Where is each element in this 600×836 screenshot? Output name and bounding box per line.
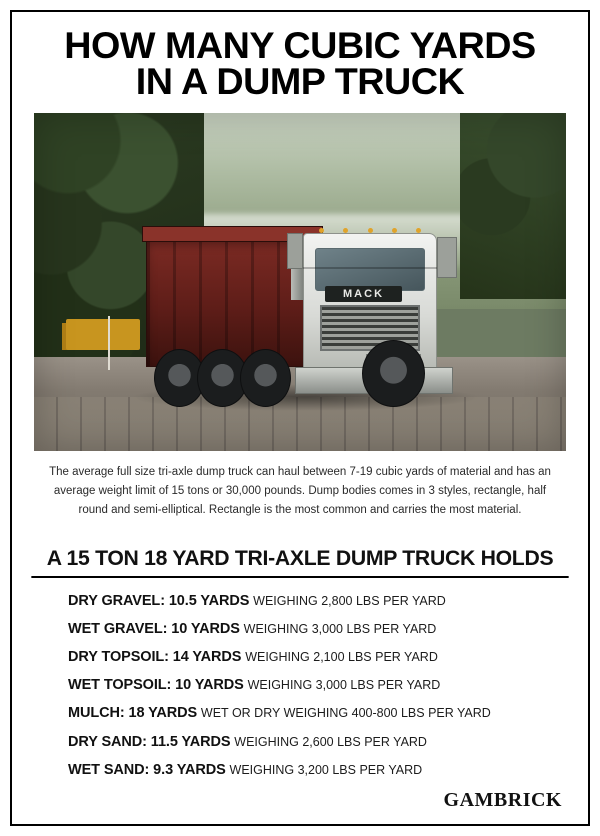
list-item	[68, 620, 566, 638]
page-title	[29, 25, 572, 103]
intro-paragraph: The average full size tri-axle dump truck can haul between 7-19 cubic yards of material and has an average weight limit of 15 tons or 30,000 pounds. Dump bodies comes in 3 styles, rectangle, half round and semi-elliptical. Rectangle is the most common and carries the most material.	[49, 466, 551, 516]
list-item-weight: WEIGHING 3,000 LBS PER YARD	[247, 678, 441, 693]
photo-vignette	[34, 113, 566, 452]
brand-logo: GAMBRICK	[443, 789, 562, 811]
page-title-line-1: HOW MANY CUBIC YARDS	[64, 25, 536, 66]
list-item	[68, 676, 566, 694]
capacity-list	[34, 592, 566, 789]
mack-badge: MACK	[325, 286, 401, 302]
photo-scene	[34, 113, 566, 452]
infographic-frame	[10, 10, 590, 826]
list-item	[68, 592, 566, 610]
list-item-material: DRY GRAVEL: 10.5 YARDS	[68, 592, 250, 609]
list-item-material: WET TOPSOIL: 10 YARDS	[68, 677, 244, 694]
dump-truck-photo	[34, 113, 566, 452]
list-item-weight: WEIGHING 2,100 LBS PER YARD	[245, 650, 438, 665]
list-item-weight: WET OR DRY WEIGHING 400-800 LBS PER YARD	[200, 706, 491, 721]
list-item-material: DRY SAND: 11.5 YARDS	[68, 733, 231, 750]
list-item-material: WET GRAVEL: 10 YARDS	[68, 620, 240, 637]
page-title-line-2: IN A DUMP TRUCK	[135, 61, 465, 103]
list-item	[68, 733, 566, 751]
list-item	[68, 648, 566, 666]
list-item-material: WET SAND: 9.3 YARDS	[68, 761, 226, 778]
list-item-weight: WEIGHING 2,800 LBS PER YARD	[253, 593, 446, 608]
list-item	[68, 761, 566, 779]
section-heading: A 15 TON 18 YARD TRI-AXLE DUMP TRUCK HOLDS	[31, 547, 568, 578]
list-item-material: MULCH: 18 YARDS	[68, 705, 198, 722]
list-item	[68, 704, 566, 722]
list-item-weight: WEIGHING 3,000 LBS PER YARD	[243, 621, 437, 636]
list-item-material: DRY TOPSOIL: 14 YARDS	[68, 649, 242, 666]
list-item-weight: WEIGHING 3,200 LBS PER YARD	[229, 762, 423, 777]
list-item-weight: WEIGHING 2,600 LBS PER YARD	[234, 734, 427, 749]
